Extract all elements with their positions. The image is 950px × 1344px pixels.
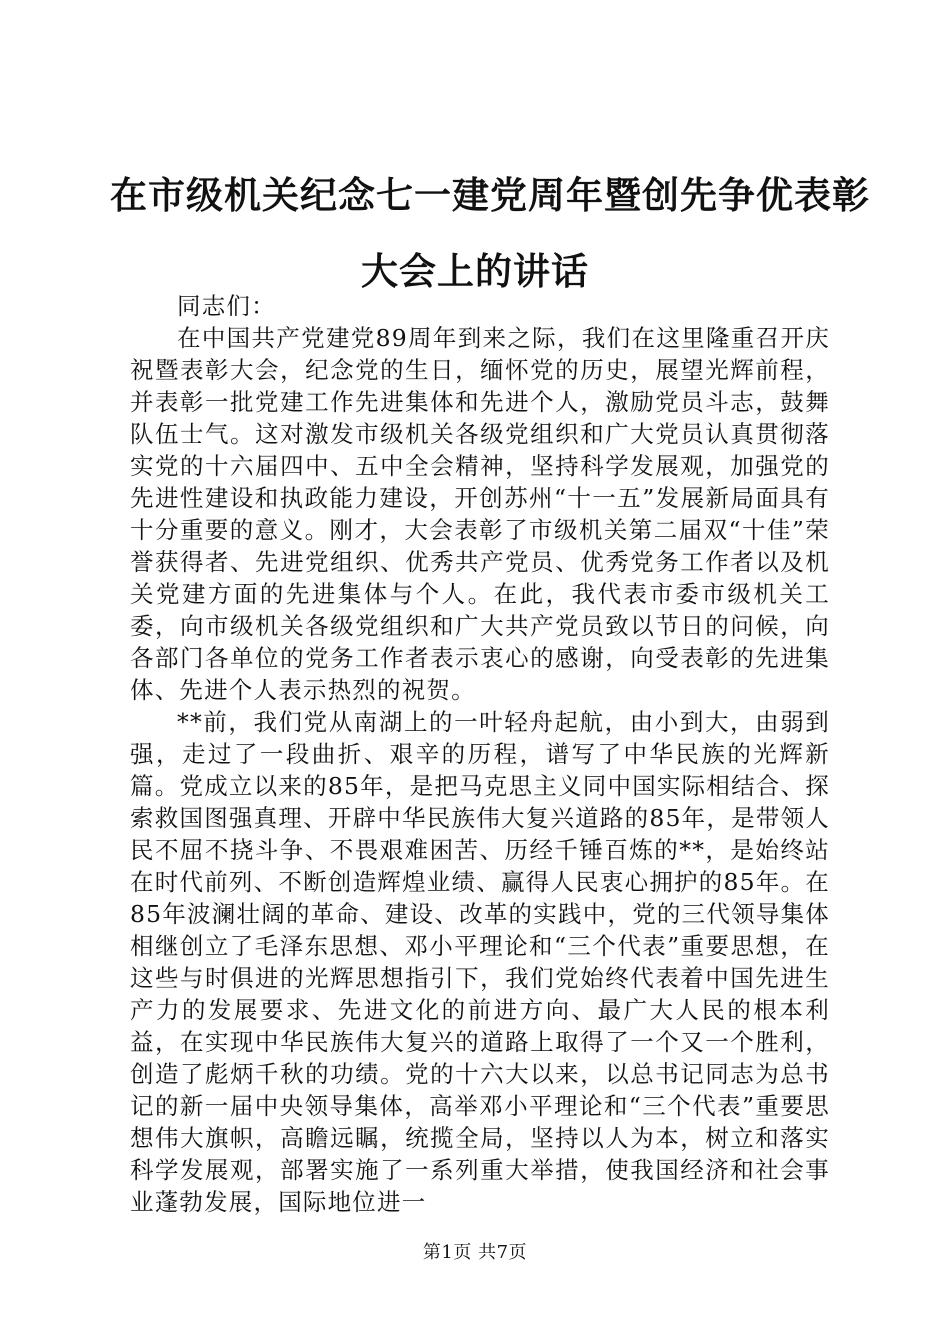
document-title [110,158,870,310]
paragraph-1: 在中国共产党建党89周年到来之际，我们在这里隆重召开庆祝暨表彰大会，纪念党的生日，缅怀党的历史，展望光辉前程，并表彰一批党建工作先进集体和先进个人，激励党员斗志，鼓舞队伍士气。这对激发市级机关各级党组织和广大党员认真贯彻落实党的十六届四中、五中全会精神，坚持科学发展观，加强党的先进性建设和执政能力建设，开创苏州“十一五”发展新局面具有十分重要的意义。刚才，大会表彰了市级机关第二届双“十佳”荣誉获得者、先进党组织、优秀共产党员、优秀党务工作者以及机关党建方面的先进集体与个人。在此，我代表市委市级机关工委，向市级机关各级党组织和广大共产党员致以节日的问候，向各部门各单位的党务工作者表示衷心的感谢，向受表彰的先进集体、先进个人表示热烈的祝贺。 [130,324,830,704]
document-body [130,290,830,1218]
paragraph-2: **前，我们党从南湖上的一叶轻舟起航，由小到大，由弱到强，走过了一段曲折、艰辛的历程，谱写了中华民族的光辉新篇。党成立以来的85年，是把马克思主义同中国实际相结合、探索救国图强真理、开辟中华民族伟大复兴道路的85年，是带领人民不屈不挠斗争、不畏艰难困苦、历经千锤百炼的**，是始终站在时代前列、不断创造辉煌业绩、赢得人民衷心拥护的85年。在85年波澜壮阔的革命、建设、改革的实践中，党的三代领导集体相继创立了毛泽东思想、邓小平理论和“三个代表”重要思想，在这些与时俱进的光辉思想指引下，我们党始终代表着中国先进生产力的发展要求、先进文化的前进方向、最广大人民的根本利益，在实现中华民族伟大复兴的道路上取得了一个又一个胜利，创造了彪炳千秋的功绩。党的十六大以来，以总书记同志为总书记的新一届中央领导集体，高举邓小平理论和“三个代表”重要思想伟大旗帜，高瞻远瞩，统揽全局，坚持以人为本，树立和落实科学发展观，部署实施了一系列重大举措，使我国经济和社会事业蓬勃发展，国际地位进一 [130,708,830,1216]
title-line-1: 在市级机关纪念七一建党周年暨创先争优表彰 [110,174,870,217]
salutation: 同志们： [177,292,276,320]
title-line-2: 大会上的讲话 [361,250,589,293]
page-number-footer: 第1页 共7页 [422,1242,528,1263]
